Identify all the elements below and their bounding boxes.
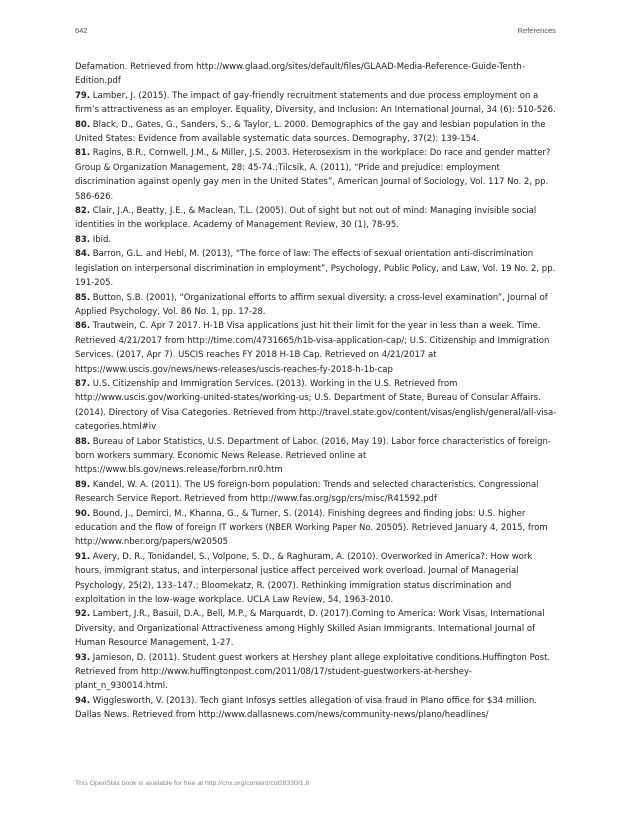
reference-number: 88. <box>75 436 91 447</box>
reference-text: Wigglesworth, V. (2013). Tech giant Infosys settles allegation of visa fraud in Plano office for $34 million. Dallas News. Retrieved from http://www.dallasnews.com/news/community-news/plano/headlines/ <box>75 695 537 721</box>
reference-entry <box>75 291 559 320</box>
reference-number: 79. <box>75 90 91 101</box>
reference-text: Ibid. <box>92 234 112 245</box>
reference-text: Jamieson, D. (2011). Student guest workers at Hershey plant allege exploitative conditions.Huffington Post. Retrieved from http://www.huffingtonpost.com/2011/08/17/student-guestworkers-at-hershey-plant_n_930014.html. <box>75 652 551 692</box>
reference-number: 90. <box>75 508 91 519</box>
reference-number: 83. <box>75 234 91 245</box>
reference-number: 82. <box>75 206 91 217</box>
reference-entry <box>75 550 559 608</box>
reference-number: 91. <box>75 551 91 562</box>
reference-entry <box>75 146 559 204</box>
reference-entry <box>75 435 559 478</box>
reference-text: Bureau of Labor Statistics, U.S. Department of Labor. (2016, May 19). Labor force characteristics of foreign-born workers summary. Economic News Release. Retrieved online at https://www.bls.gov/news.release/forbrn.nr0.htm <box>75 436 551 476</box>
reference-text: U.S. Citizenship and Immigration Services. (2013). Working in the U.S. Retrieved from http://www.uscis.gov/working-united-states/working-us; U.S. Department of State, Bureau of Consular Affairs. (2014). Directory of Visa Categories. Retrieved from http://travel.state.gov/content/visas/english/general/all-visa-categories.html#iv <box>75 378 557 433</box>
page-number: 642 <box>75 26 88 35</box>
reference-text: Barron, G.L. and Hebl, M. (2013), “The force of law: The effects of sexual orientation anti-discrimination legislation on interpersonal discrimination in employment”, Psychology, Public Policy, and Law, Vol. 19 No. 2, pp. 191-205. <box>75 249 556 289</box>
reference-text: Ragins, B.R., Cornwell, J.M., & Miller, J.S. 2003. Heterosexism in the workplace: Do race and gender matter? Group & Organization Management, 28: 45-74.;Tilcsik, A. (2011), “Pride and prejudice: employment discrimination against openly gay men in the United States”, American Journal of Sociology, Vol. 117 No. 2, pp. 586-626. <box>75 148 551 202</box>
reference-entry <box>75 89 559 118</box>
reference-number: 93. <box>75 652 91 663</box>
section-title: References <box>517 26 556 35</box>
reference-entry <box>75 60 559 89</box>
reference-number: 89. <box>75 479 91 490</box>
reference-list <box>75 60 559 723</box>
reference-number: 86. <box>75 321 91 332</box>
reference-entry <box>75 319 559 377</box>
reference-number: 92. <box>75 609 91 620</box>
reference-entry <box>75 651 559 694</box>
reference-entry <box>75 204 559 233</box>
reference-number: 87. <box>75 378 91 389</box>
reference-text: Bound, J., Demirci, M., Khanna, G., & Turner, S. (2014). Finishing degrees and finding jobs: U.S. higher education and the flow of foreign IT workers (NBER Working Paper No. 20505). Retrieved January 4, 2015, from http://www.nber.org/papers/w20505 <box>75 508 548 548</box>
reference-number: 94. <box>75 695 91 706</box>
reference-number: 81. <box>75 148 91 159</box>
reference-text: Lamber, J. (2015). The impact of gay-friendly recruitment statements and due process employment on a firm’s attractiveness as an employer. Equality, Diversity, and Inclusion: An International Journal, 34 (6): 510-526. <box>75 90 556 116</box>
reference-text: Trautwein, C. Apr 7 2017. H-1B Visa applications just hit their limit for the year in less than a week. Time. Retrieved 4/21/2017 from http://time.com/4731665/h1b-visa-application-cap/; U.S. Citizenship and Immigration Services. (2017, Apr 7). USCIS reaches FY 2018 H-1B Cap. Retrieved on 4/21/2017 at https://www.uscis.gov/news/news-releases/uscis-reaches-fy-2018-h-1b-cap <box>75 321 550 375</box>
reference-entry <box>75 233 559 247</box>
reference-entry <box>75 694 559 723</box>
reference-entry <box>75 507 559 550</box>
reference-entry <box>75 247 559 290</box>
reference-entry <box>75 118 559 147</box>
reference-text: Kandel, W. A. (2011). The US foreign-born population: Trends and selected characteristics. Congressional Research Service Report. Retrieved from http://www.fas.org/sgp/crs/misc/R41592.pdf <box>75 479 539 505</box>
reference-number: 80. <box>75 119 91 130</box>
reference-text: Black, D., Gates, G., Sanders, S., & Taylor, L. 2000. Demographics of the gay and lesbian population in the United States: Evidence from available systematic data sources. Demography, 37(2): 139-154. <box>75 119 546 145</box>
reference-text: Defamation. Retrieved from http://www.glaad.org/sites/default/files/GLAAD-Media-Reference-Guide-Tenth-Edition.pdf <box>75 62 525 87</box>
reference-text: Button, S.B. (2001), “Organizational efforts to affirm sexual diversity: a cross-level examination”, Journal of Applied Psychology, Vol. 86 No. 1, pp. 17-28. <box>75 292 548 317</box>
reference-text: Clair, J.A., Beatty, J.E., & Maclean, T.L. (2005). Out of sight but not out of mind: Managing invisible social identities in the workplace. Academy of Management Review, 30 (1), 78-95. <box>75 206 537 231</box>
reference-text: Avery, D. R., Tonidandel, S., Volpone, S. D., & Raghuram, A. (2010). Overworked in America?: How work hours, immigrant status, and interpersonal justice affect perceived work overload. Journal of Managerial Psychology, 25(2), 133–147.; Bloomekatz, R. (2007). Rethinking immigration status discrimination and exploitation in the low-wage workplace. UCLA Law Review, 54, 1963-2010. <box>75 551 533 606</box>
reference-entry <box>75 478 559 507</box>
reference-number: 85. <box>75 292 91 303</box>
reference-entry <box>75 377 559 435</box>
reference-number: 84. <box>75 249 91 260</box>
reference-entry <box>75 607 559 650</box>
reference-text: Lambert, J.R., Basuil, D.A., Bell, M.P., & Marquardt, D. (2017).Coming to America: Work Visas, International Diversity, and Organizational Attractiveness among Highly Skilled Asian Immigrants. International Journal of Human Resource Management, 1-27. <box>75 609 545 649</box>
footer-note: This OpenStax book is available for free at http://cnx.org/content/col28330/1.8 <box>75 780 310 787</box>
